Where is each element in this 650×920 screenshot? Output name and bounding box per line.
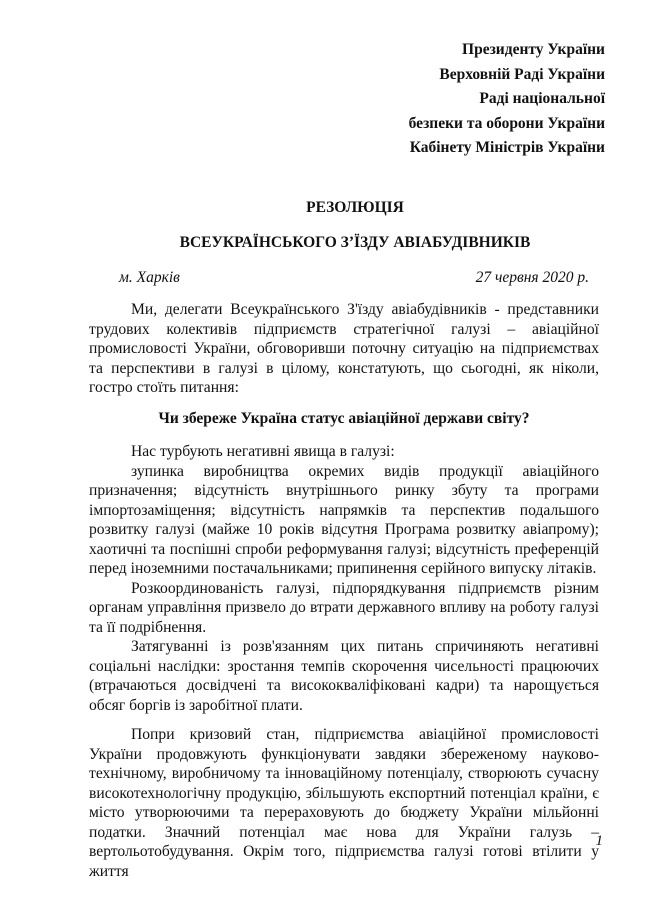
paragraph-potential: Попри кризовий стан, підприємства авіаційної промисловості України продовжують функціонувати завдяки збереженому науково-технічному, виробничому та інноваційному потенціалу, створюють сучасну високотехнологічну продукцію, збільшують експортний потенціал країни, є місто утворюючими та перераховують до бюджету України мільйонні податки. Значний потенціал має нова для України галузь – вертольотобудування. Окрім того, підприємства галузі готові втілити у життя <box>89 726 599 880</box>
date: 27 червня 2020 р. <box>475 269 589 286</box>
paragraph-coordination: Розкоординованість галузі, підпорядкування підприємств різним органам управління призвело до втрати державного впливу на роботу галузі та її подрібнення. <box>89 579 599 636</box>
paragraph-problems-list: зупинка виробництва окремих видів продукції авіаційного призначення; відсутність внутрішнього ринку збуту та програми імпортозаміщення; відсутність напрямків та перспектив подальшого розвитку галузі (майже 10 років відсутня Програма розвитку авіапрому); хаотичні та поспішні спроби реформування галузі; відсутність преференцій перед іноземними постачальниками; припинення серійного випуску літаків. <box>89 462 599 577</box>
body-block <box>89 442 599 881</box>
addressee-security-council-line1: Раді національної <box>479 90 605 107</box>
place: м. Харків <box>119 269 180 286</box>
paragraph-social-consequences: Затягуванні із розв'язанням цих питань спричиняють негативні соціальні наслідки: зростання темпів скорочення чисельності працюючих (втрачаються досвідчені та висококваліфіковані кадри) та нарощується обсяг боргів із заробітної плати. <box>89 638 599 714</box>
key-question: Чи збереже Україна статус авіаційної держави світу? <box>158 410 530 427</box>
intro-paragraph: Ми, делегати Всеукраїнського З'їзду авіабудівників - представники трудових колективів підприємств стратегічної галузі – авіаційної промисловості України, обговоривши поточну ситуацію на підприємствах та перспективи в галузі в цілому, констатують, що сьогодні, як ніколи, гостро стоїть питання: <box>89 301 599 396</box>
paragraph-concerns: Нас турбують негативні явища в галузі: <box>131 443 395 460</box>
addressee-block <box>409 38 605 161</box>
document-title: РЕЗОЛЮЦІЯ <box>306 199 404 216</box>
addressee-security-council-line2: безпеки та оборони України <box>408 114 605 132</box>
addressee-parliament: Верховній Раді України <box>439 65 605 83</box>
addressee-cabinet: Кабінету Міністрів України <box>409 139 605 156</box>
addressee-president: Президенту України <box>462 41 605 58</box>
intro-block <box>89 300 599 398</box>
document-subtitle: ВСЕУКРАЇНСЬКОГО З’ЇЗДУ АВІАБУДІВНИКІВ <box>179 234 531 251</box>
page-number: 1 <box>595 833 603 849</box>
